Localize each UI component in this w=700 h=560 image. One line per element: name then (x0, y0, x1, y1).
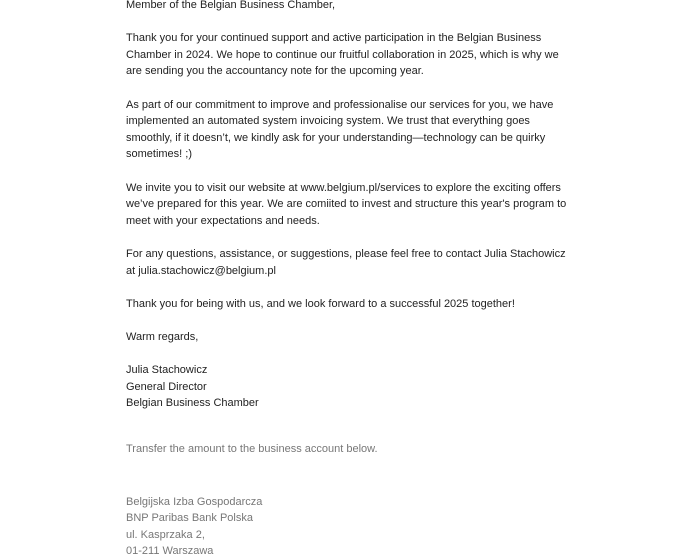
spacer (126, 428, 576, 441)
closing-text: Warm regards, (126, 330, 199, 343)
paragraph-line: at julia.stachowicz@belgium.pl (126, 264, 276, 277)
paragraph-website (126, 180, 576, 230)
paragraph-line: We invite you to visit our website at www.belgium.pl/services to explore the exciting offers (126, 181, 561, 194)
paragraph-line: smoothly, if it doesn’t, we kindly ask for your understanding—technology can be quirky (126, 131, 546, 144)
greeting (126, 0, 576, 14)
paragraph-line: meet with your expectations and needs. (126, 214, 320, 227)
email-body (126, 0, 576, 560)
paragraph-line: are sending you the accountancy note for the upcoming year. (126, 65, 424, 78)
paragraph-invoicing (126, 97, 576, 163)
paragraph-line: we’ve prepared for this year. We are comiited to invest and structure this year's program to (126, 198, 567, 211)
greeting-text: Member of the Belgian Business Chamber, (126, 0, 336, 11)
signature-name: Julia Stachowicz (126, 364, 208, 377)
signature (126, 362, 576, 412)
bank-details (126, 494, 576, 560)
bank-city: 01-211 Warszawa (126, 545, 214, 558)
transfer-note-text: Transfer the amount to the business account below. (126, 443, 378, 456)
paragraph-line: implemented an automated system invoicing system. We trust that everything goes (126, 115, 530, 128)
paragraph-line: Thank you for being with us, and we look forward to a successful 2025 together! (126, 297, 515, 310)
paragraph-line: sometimes! ;) (126, 148, 193, 161)
paragraph-thanks (126, 30, 576, 80)
paragraph-contact (126, 246, 576, 279)
spacer (126, 458, 576, 477)
transfer-note (126, 441, 576, 458)
closing (126, 329, 576, 346)
bank-street: ul. Kasprzaka 2, (126, 528, 205, 541)
signature-title: General Director (126, 380, 207, 393)
bank-branch: BNP Paribas Bank Polska (126, 512, 253, 525)
paragraph-line: As part of our commitment to improve and professionalise our services for you, we have (126, 98, 554, 111)
paragraph-line: Chamber in 2024. We hope to continue our fruitful collaboration in 2025, which is why we (126, 48, 559, 61)
bank-name: Belgijska Izba Gospodarcza (126, 495, 263, 508)
paragraph-closing-thanks (126, 296, 576, 313)
paragraph-line: Thank you for your continued support and active participation in the Belgian Business (126, 32, 542, 45)
spacer-line (126, 477, 576, 494)
paragraph-line: For any questions, assistance, or suggestions, please feel free to contact Julia Stachowicz (126, 247, 566, 260)
signature-organization: Belgian Business Chamber (126, 397, 259, 410)
